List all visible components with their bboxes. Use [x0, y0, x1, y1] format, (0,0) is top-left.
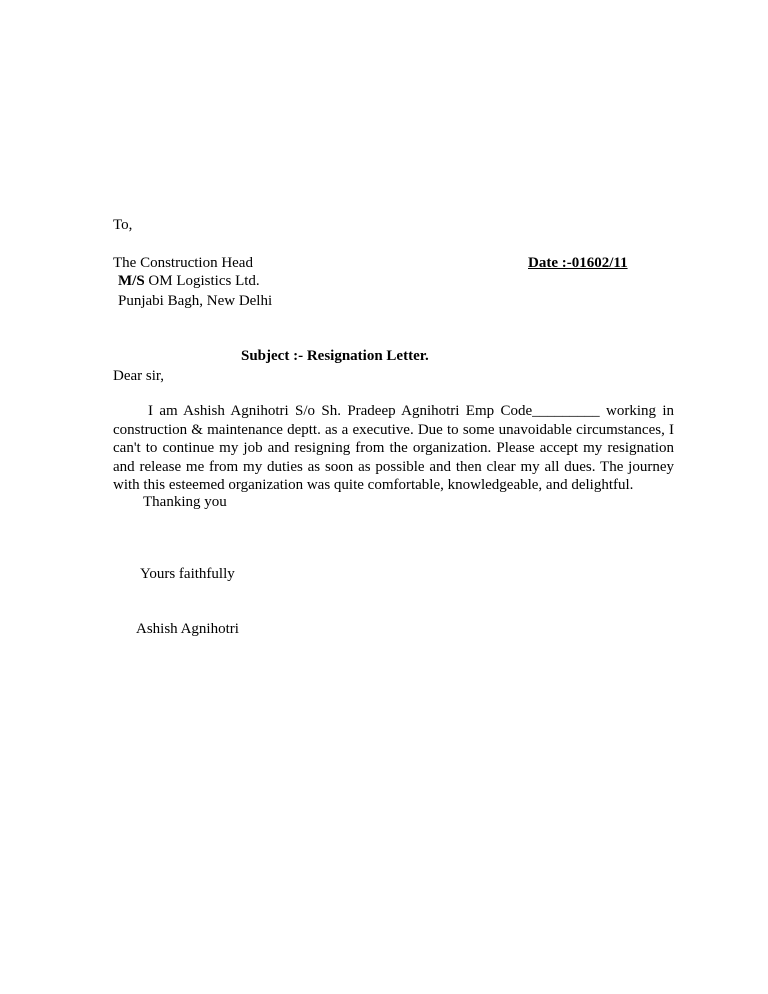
signature-name: Ashish Agnihotri — [136, 621, 239, 637]
greeting: Dear sir, — [113, 368, 165, 384]
company-prefix: M/S — [118, 273, 145, 289]
body-paragraph — [113, 402, 674, 495]
body-first-line: I am Ashish Agnihotri S/o Sh. Pradeep Agnihotri Emp Code_________ working in — [148, 403, 674, 419]
letter-date: Date :-01602/11 — [528, 255, 628, 271]
thanks-line: Thanking you — [143, 494, 227, 510]
company-name: OM Logistics Ltd. — [144, 273, 260, 289]
recipient-address: Punjabi Bagh, New Delhi — [118, 293, 273, 309]
subject-line: Subject :- Resignation Letter. — [241, 348, 429, 364]
to-line: To, — [113, 217, 133, 233]
body-text: construction & maintenance deptt. as a executive. Due to some unavoidable circumstances, I can't to continue my job and resigning from the organization. Please accept my resignation and release me from my duties as soon as possible and then clear my all dues. The journey with this esteemed organization was quite comfortable, knowledgeable, and delightful. — [113, 421, 674, 493]
company-line — [118, 272, 260, 290]
recipient-title: The Construction Head — [113, 255, 253, 271]
closing-line: Yours faithfully — [140, 566, 235, 582]
